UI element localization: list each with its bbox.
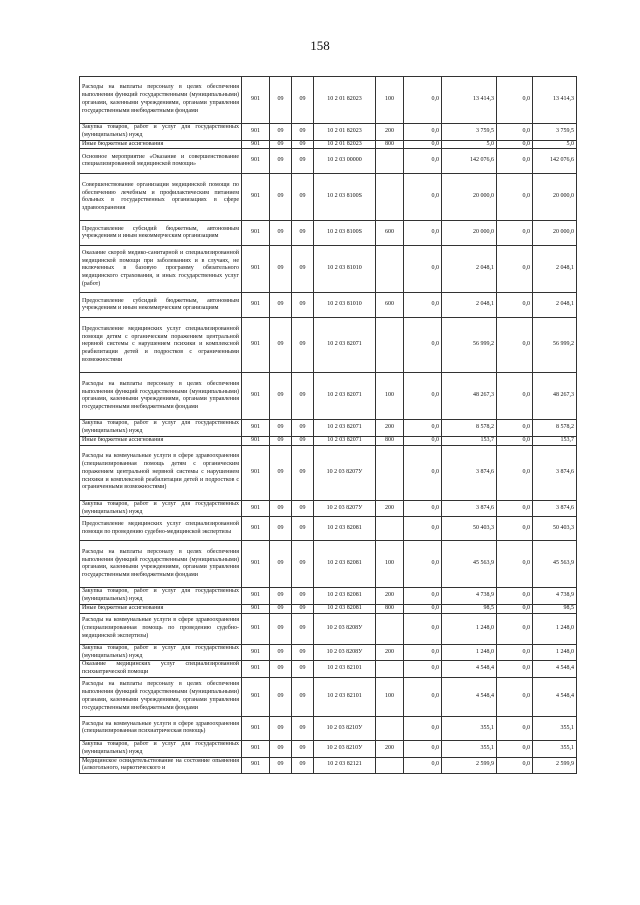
cell-value-1: 0,0 (404, 613, 442, 644)
cell-expense-type (376, 716, 404, 740)
cell-value-3: 0,0 (497, 500, 533, 517)
table-row (80, 174, 577, 221)
cell-ved: 901 (242, 246, 270, 293)
cell-ved: 901 (242, 174, 270, 221)
cell-value-2: 45 563,9 (442, 541, 497, 588)
cell-value-4: 355,1 (533, 716, 577, 740)
cell-ved: 901 (242, 77, 270, 124)
cell-target-article: 10 2 03 8210У (314, 740, 376, 757)
cell-value-2: 50 403,3 (442, 517, 497, 541)
cell-value-4: 2 599,9 (533, 757, 577, 774)
cell-value-4: 48 267,3 (533, 373, 577, 420)
cell-value-4: 50 403,3 (533, 517, 577, 541)
cell-value-2: 8 578,2 (442, 420, 497, 437)
row-name: Расходы на выплаты персоналу в целях обеспечения выполнения функций государственными (муниципальными) органами, казенными учреждениями, органами управления государственными внебюджетными фондами (80, 677, 242, 716)
row-name: Закупка товаров, работ и услуг для государственных (муниципальных) нужд (80, 588, 242, 605)
cell-value-3: 0,0 (497, 420, 533, 437)
cell-value-4: 3 874,6 (533, 445, 577, 500)
cell-value-3: 0,0 (497, 445, 533, 500)
cell-section: 09 (270, 740, 292, 757)
cell-value-1: 0,0 (404, 644, 442, 661)
cell-section: 09 (270, 246, 292, 293)
cell-value-3: 0,0 (497, 716, 533, 740)
cell-expense-type: 200 (376, 588, 404, 605)
cell-value-1: 0,0 (404, 373, 442, 420)
cell-value-2: 2 048,1 (442, 246, 497, 293)
cell-subsection: 09 (292, 174, 314, 221)
cell-value-2: 5,0 (442, 140, 497, 149)
cell-target-article: 10 2 03 8100S (314, 174, 376, 221)
cell-expense-type (376, 517, 404, 541)
cell-expense-type: 800 (376, 436, 404, 445)
row-name: Закупка товаров, работ и услуг для государственных (муниципальных) нужд (80, 644, 242, 661)
cell-value-4: 45 563,9 (533, 541, 577, 588)
cell-value-2: 13 414,3 (442, 77, 497, 124)
cell-value-3: 0,0 (497, 740, 533, 757)
cell-ved: 901 (242, 436, 270, 445)
cell-target-article: 10 2 03 82101 (314, 677, 376, 716)
cell-expense-type (376, 613, 404, 644)
cell-value-4: 4 548,4 (533, 677, 577, 716)
cell-target-article: 10 2 03 82071 (314, 420, 376, 437)
cell-expense-type: 600 (376, 221, 404, 246)
cell-expense-type (376, 445, 404, 500)
cell-ved: 901 (242, 293, 270, 318)
table-row (80, 77, 577, 124)
cell-expense-type: 200 (376, 740, 404, 757)
cell-value-2: 2 599,9 (442, 757, 497, 774)
row-name: Расходы на коммунальные услуги в сфере здравоохранения (специализированная помощь детям с органическим поражением центральной нервной системы с нарушением психики и комплексной реабилитации детей и подростков с ограниченными возможностями) (80, 445, 242, 500)
cell-value-4: 13 414,3 (533, 77, 577, 124)
cell-section: 09 (270, 757, 292, 774)
cell-ved: 901 (242, 445, 270, 500)
cell-subsection: 09 (292, 445, 314, 500)
cell-subsection: 09 (292, 541, 314, 588)
cell-value-1: 0,0 (404, 420, 442, 437)
cell-section: 09 (270, 588, 292, 605)
row-name: Расходы на выплаты персоналу в целях обеспечения выполнения функций государственными (муниципальными) органами, казенными учреждениями, органами управления государственными внебюджетными фондами (80, 541, 242, 588)
cell-ved: 901 (242, 140, 270, 149)
cell-value-3: 0,0 (497, 604, 533, 613)
cell-value-2: 1 248,0 (442, 644, 497, 661)
cell-expense-type (376, 246, 404, 293)
table-row (80, 661, 577, 678)
cell-target-article: 10 2 03 82081 (314, 604, 376, 613)
cell-value-2: 20 000,0 (442, 221, 497, 246)
cell-value-4: 3 759,5 (533, 124, 577, 141)
row-name: Закупка товаров, работ и услуг для государственных (муниципальных) нужд (80, 740, 242, 757)
cell-value-4: 4 548,4 (533, 661, 577, 678)
cell-value-4: 153,7 (533, 436, 577, 445)
cell-value-3: 0,0 (497, 373, 533, 420)
cell-target-article: 10 2 03 82101 (314, 661, 376, 678)
cell-value-3: 0,0 (497, 661, 533, 678)
cell-value-2: 3 874,6 (442, 445, 497, 500)
row-name: Расходы на коммунальные услуги в сфере здравоохранения (специализированная помощь по проведению судебно-медицинской экспертизы) (80, 613, 242, 644)
cell-value-1: 0,0 (404, 318, 442, 373)
cell-value-3: 0,0 (497, 174, 533, 221)
cell-value-4: 5,0 (533, 140, 577, 149)
cell-expense-type: 200 (376, 420, 404, 437)
cell-subsection: 09 (292, 757, 314, 774)
cell-section: 09 (270, 124, 292, 141)
table-row (80, 445, 577, 500)
cell-subsection: 09 (292, 517, 314, 541)
row-name: Предоставление медицинских услуг специализированной помощи по проведению судебно-медицинской экспертизы (80, 517, 242, 541)
row-name: Иные бюджетные ассигнования (80, 604, 242, 613)
cell-subsection: 09 (292, 149, 314, 174)
cell-section: 09 (270, 517, 292, 541)
cell-expense-type: 100 (376, 677, 404, 716)
cell-ved: 901 (242, 149, 270, 174)
cell-section: 09 (270, 149, 292, 174)
cell-section: 09 (270, 373, 292, 420)
cell-value-2: 355,1 (442, 716, 497, 740)
cell-subsection: 09 (292, 661, 314, 678)
cell-subsection: 09 (292, 246, 314, 293)
cell-section: 09 (270, 293, 292, 318)
cell-subsection: 09 (292, 293, 314, 318)
cell-target-article: 10 2 03 82071 (314, 436, 376, 445)
cell-section: 09 (270, 318, 292, 373)
cell-value-2: 48 267,3 (442, 373, 497, 420)
table-body (80, 77, 577, 774)
cell-value-1: 0,0 (404, 716, 442, 740)
cell-value-2: 2 048,1 (442, 293, 497, 318)
cell-value-4: 56 999,2 (533, 318, 577, 373)
cell-value-1: 0,0 (404, 221, 442, 246)
cell-value-3: 0,0 (497, 318, 533, 373)
cell-value-3: 0,0 (497, 221, 533, 246)
cell-ved: 901 (242, 604, 270, 613)
cell-subsection: 09 (292, 124, 314, 141)
cell-value-4: 20 000,0 (533, 221, 577, 246)
cell-value-1: 0,0 (404, 517, 442, 541)
table-row (80, 613, 577, 644)
cell-value-1: 0,0 (404, 445, 442, 500)
cell-target-article: 10 2 03 82121 (314, 757, 376, 774)
cell-value-4: 355,1 (533, 740, 577, 757)
cell-subsection: 09 (292, 221, 314, 246)
cell-value-4: 2 048,1 (533, 246, 577, 293)
table-row (80, 221, 577, 246)
row-name: Медицинское освидетельствование на состояние опьянения (алкогольного, наркотического и (80, 757, 242, 774)
cell-section: 09 (270, 541, 292, 588)
cell-target-article: 10 2 03 82071 (314, 373, 376, 420)
cell-target-article: 10 2 03 82081 (314, 517, 376, 541)
row-name: Закупка товаров, работ и услуг для государственных (муниципальных) нужд (80, 420, 242, 437)
cell-subsection: 09 (292, 140, 314, 149)
cell-target-article: 10 2 03 8207У (314, 500, 376, 517)
cell-ved: 901 (242, 644, 270, 661)
table-row (80, 644, 577, 661)
cell-value-4: 1 248,0 (533, 644, 577, 661)
cell-value-3: 0,0 (497, 293, 533, 318)
cell-value-3: 0,0 (497, 757, 533, 774)
table-row (80, 318, 577, 373)
cell-value-3: 0,0 (497, 124, 533, 141)
cell-section: 09 (270, 613, 292, 644)
cell-expense-type: 100 (376, 77, 404, 124)
cell-value-1: 0,0 (404, 677, 442, 716)
cell-expense-type: 200 (376, 124, 404, 141)
cell-section: 09 (270, 604, 292, 613)
cell-ved: 901 (242, 613, 270, 644)
cell-subsection: 09 (292, 373, 314, 420)
cell-subsection: 09 (292, 420, 314, 437)
cell-subsection: 09 (292, 644, 314, 661)
cell-expense-type: 800 (376, 604, 404, 613)
cell-value-2: 142 076,6 (442, 149, 497, 174)
cell-value-3: 0,0 (497, 677, 533, 716)
cell-ved: 901 (242, 500, 270, 517)
cell-section: 09 (270, 140, 292, 149)
cell-value-1: 0,0 (404, 757, 442, 774)
row-name: Предоставление субсидий бюджетным, автономным учреждениям и иным некоммерческим организациям (80, 221, 242, 246)
cell-value-3: 0,0 (497, 588, 533, 605)
cell-value-2: 3 874,6 (442, 500, 497, 517)
row-name: Иные бюджетные ассигнования (80, 436, 242, 445)
cell-value-3: 0,0 (497, 246, 533, 293)
cell-value-2: 153,7 (442, 436, 497, 445)
row-name: Совершенствование организации медицинской помощи по обеспечению лечебным и профилактическим питанием больных в государственных организациях в сфере здравоохранения (80, 174, 242, 221)
cell-subsection: 09 (292, 613, 314, 644)
cell-section: 09 (270, 436, 292, 445)
cell-expense-type: 800 (376, 140, 404, 149)
cell-value-1: 0,0 (404, 436, 442, 445)
cell-expense-type: 200 (376, 644, 404, 661)
cell-expense-type: 100 (376, 373, 404, 420)
cell-subsection: 09 (292, 716, 314, 740)
cell-value-4: 2 048,1 (533, 293, 577, 318)
cell-subsection: 09 (292, 500, 314, 517)
cell-section: 09 (270, 77, 292, 124)
cell-ved: 901 (242, 757, 270, 774)
cell-value-4: 142 076,6 (533, 149, 577, 174)
cell-subsection: 09 (292, 604, 314, 613)
row-name: Предоставление субсидий бюджетным, автономным учреждениям и иным некоммерческим организациям (80, 293, 242, 318)
cell-target-article: 10 2 03 8208У (314, 644, 376, 661)
cell-value-1: 0,0 (404, 740, 442, 757)
cell-value-3: 0,0 (497, 517, 533, 541)
table-row (80, 517, 577, 541)
table-row (80, 604, 577, 613)
cell-section: 09 (270, 420, 292, 437)
cell-expense-type (376, 174, 404, 221)
cell-expense-type: 100 (376, 541, 404, 588)
cell-value-1: 0,0 (404, 541, 442, 588)
row-name: Закупка товаров, работ и услуг для государственных (муниципальных) нужд (80, 124, 242, 141)
cell-target-article: 10 2 01 82023 (314, 77, 376, 124)
cell-target-article: 10 2 03 00000 (314, 149, 376, 174)
cell-value-2: 355,1 (442, 740, 497, 757)
row-name: Оказание скорой медико-санитарной и специализированной медицинской помощи при заболеваниях и в случаях, не включенных в базовую программу обязательного медицинского страхования, и иных государственных услуг (работ) (80, 246, 242, 293)
cell-section: 09 (270, 221, 292, 246)
cell-value-2: 3 759,5 (442, 124, 497, 141)
cell-ved: 901 (242, 318, 270, 373)
cell-section: 09 (270, 445, 292, 500)
cell-target-article: 10 2 03 82081 (314, 541, 376, 588)
cell-ved: 901 (242, 420, 270, 437)
table-row (80, 436, 577, 445)
table-row (80, 500, 577, 517)
row-name: Расходы на коммунальные услуги в сфере здравоохранения (специализированная психиатрическая помощь) (80, 716, 242, 740)
cell-value-1: 0,0 (404, 140, 442, 149)
cell-ved: 901 (242, 373, 270, 420)
table-row (80, 740, 577, 757)
page-number: 158 (310, 38, 330, 53)
cell-expense-type (376, 661, 404, 678)
budget-table (79, 76, 577, 774)
cell-value-1: 0,0 (404, 77, 442, 124)
table-row (80, 124, 577, 141)
cell-target-article: 10 2 03 8208У (314, 613, 376, 644)
table-row (80, 140, 577, 149)
table-row (80, 149, 577, 174)
cell-subsection: 09 (292, 740, 314, 757)
cell-value-2: 20 000,0 (442, 174, 497, 221)
cell-ved: 901 (242, 740, 270, 757)
cell-value-1: 0,0 (404, 149, 442, 174)
table-row (80, 541, 577, 588)
cell-value-4: 1 248,0 (533, 613, 577, 644)
table-row (80, 373, 577, 420)
cell-value-1: 0,0 (404, 500, 442, 517)
cell-value-2: 4 738,9 (442, 588, 497, 605)
cell-value-4: 4 738,9 (533, 588, 577, 605)
cell-target-article: 10 2 03 8100S (314, 221, 376, 246)
table-row (80, 293, 577, 318)
row-name: Оказание медицинских услуг специализированной психиатрической помощи (80, 661, 242, 678)
table-row (80, 677, 577, 716)
cell-section: 09 (270, 644, 292, 661)
cell-section: 09 (270, 661, 292, 678)
row-name: Предоставление медицинских услуг специализированной помощи детям с органическим поражением центральной нервной системы с нарушением психики и комплексной реабилитации детей и подростков с ограниченными возможностями (80, 318, 242, 373)
cell-value-3: 0,0 (497, 541, 533, 588)
cell-section: 09 (270, 677, 292, 716)
table-row (80, 757, 577, 774)
cell-subsection: 09 (292, 77, 314, 124)
cell-section: 09 (270, 716, 292, 740)
cell-value-3: 0,0 (497, 644, 533, 661)
cell-value-2: 98,5 (442, 604, 497, 613)
cell-value-4: 20 000,0 (533, 174, 577, 221)
cell-ved: 901 (242, 517, 270, 541)
cell-target-article: 10 2 01 82023 (314, 140, 376, 149)
cell-subsection: 09 (292, 436, 314, 445)
cell-target-article: 10 2 03 8207У (314, 445, 376, 500)
cell-value-1: 0,0 (404, 604, 442, 613)
cell-value-1: 0,0 (404, 661, 442, 678)
cell-target-article: 10 2 03 82081 (314, 588, 376, 605)
cell-section: 09 (270, 500, 292, 517)
cell-value-4: 3 874,6 (533, 500, 577, 517)
cell-subsection: 09 (292, 677, 314, 716)
cell-expense-type (376, 149, 404, 174)
cell-target-article: 10 2 03 81010 (314, 293, 376, 318)
cell-value-4: 8 578,2 (533, 420, 577, 437)
cell-expense-type (376, 757, 404, 774)
cell-expense-type (376, 318, 404, 373)
cell-value-3: 0,0 (497, 436, 533, 445)
cell-ved: 901 (242, 221, 270, 246)
table-row (80, 246, 577, 293)
cell-value-2: 4 548,4 (442, 677, 497, 716)
cell-value-2: 4 548,4 (442, 661, 497, 678)
table-row (80, 588, 577, 605)
cell-ved: 901 (242, 541, 270, 588)
cell-value-3: 0,0 (497, 149, 533, 174)
cell-ved: 901 (242, 588, 270, 605)
row-name: Основное мероприятие «Оказание и совершенствование специализированной медицинской помощи» (80, 149, 242, 174)
cell-value-1: 0,0 (404, 246, 442, 293)
cell-target-article: 10 2 03 82071 (314, 318, 376, 373)
cell-subsection: 09 (292, 318, 314, 373)
cell-value-2: 56 999,2 (442, 318, 497, 373)
cell-value-3: 0,0 (497, 77, 533, 124)
cell-subsection: 09 (292, 588, 314, 605)
cell-target-article: 10 2 03 8210У (314, 716, 376, 740)
cell-value-4: 98,5 (533, 604, 577, 613)
cell-section: 09 (270, 174, 292, 221)
cell-value-1: 0,0 (404, 124, 442, 141)
cell-expense-type: 600 (376, 293, 404, 318)
cell-ved: 901 (242, 677, 270, 716)
cell-ved: 901 (242, 661, 270, 678)
cell-value-1: 0,0 (404, 174, 442, 221)
row-name: Расходы на выплаты персоналу в целях обеспечения выполнения функций государственными (муниципальными) органами, казенными учреждениями, органами управления государственными внебюджетными фондами (80, 373, 242, 420)
cell-value-1: 0,0 (404, 293, 442, 318)
row-name: Закупка товаров, работ и услуг для государственных (муниципальных) нужд (80, 500, 242, 517)
cell-value-3: 0,0 (497, 613, 533, 644)
row-name: Иные бюджетные ассигнования (80, 140, 242, 149)
cell-target-article: 10 2 01 82023 (314, 124, 376, 141)
cell-value-2: 1 248,0 (442, 613, 497, 644)
cell-value-1: 0,0 (404, 588, 442, 605)
cell-ved: 901 (242, 124, 270, 141)
row-name: Расходы на выплаты персоналу в целях обеспечения выполнения функций государственными (муниципальными) органами, казенными учреждениями, органами управления государственными внебюджетными фондами (80, 77, 242, 124)
cell-value-3: 0,0 (497, 140, 533, 149)
cell-expense-type: 200 (376, 500, 404, 517)
table-row (80, 716, 577, 740)
cell-target-article: 10 2 03 81010 (314, 246, 376, 293)
cell-ved: 901 (242, 716, 270, 740)
table-row (80, 420, 577, 437)
